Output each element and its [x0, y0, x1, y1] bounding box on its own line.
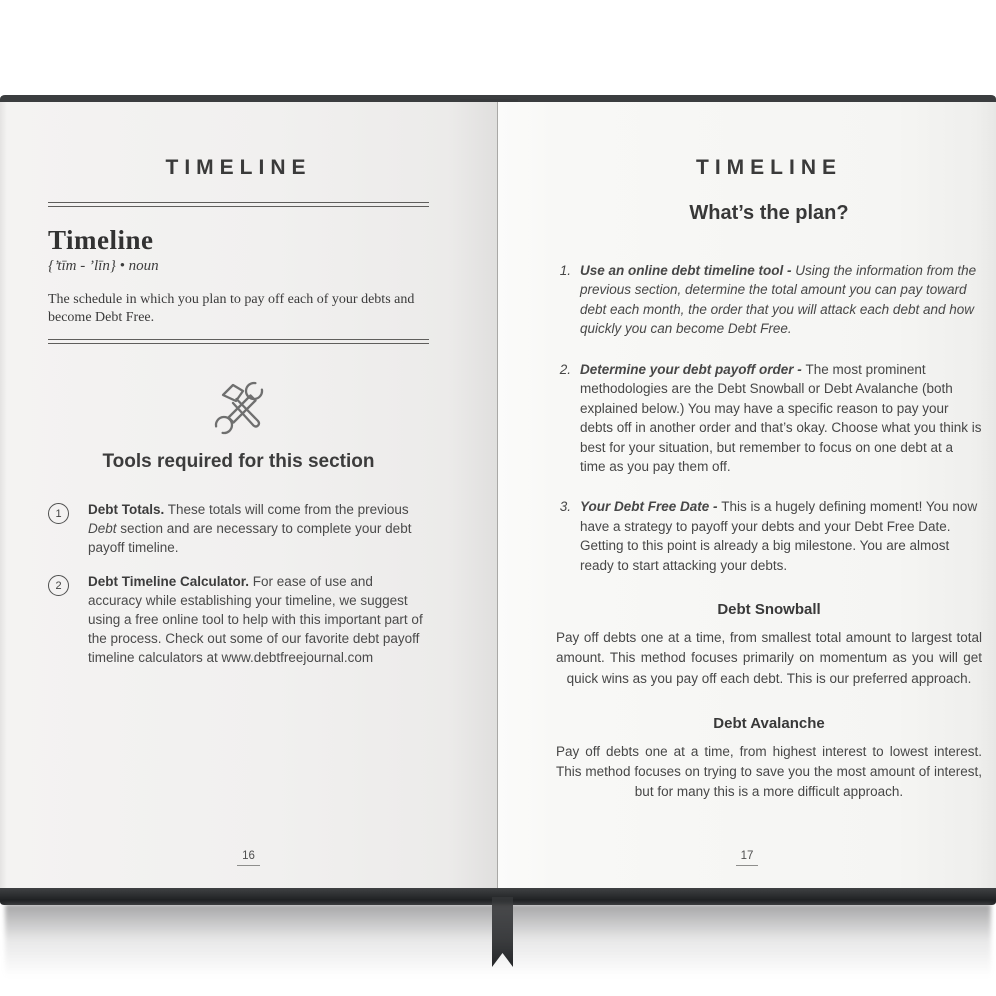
page-number-left-wrap — [0, 846, 497, 866]
circled-number-1 — [48, 503, 69, 524]
chapter-header-left: TIMELINE — [165, 156, 312, 179]
plan-item-1 — [556, 261, 982, 339]
plan-body: This is a hugely defining moment! You now have a strategy to payoff your debts and your Debt Free Date. Getting to this point is already a big milestone. You are almost ready to start attacking your debts. — [580, 499, 978, 573]
plan-lead: Your Debt Free Date - — [580, 499, 722, 515]
pronunciation: {’tīm - ’līn} • noun — [48, 258, 159, 274]
plan-number-2: 2. — [559, 361, 571, 377]
plan-lead: Use an online debt timeline tool - — [580, 263, 796, 278]
circled-number-2 — [48, 575, 69, 596]
debt-avalanche-heading: Debt Avalanche — [713, 714, 825, 732]
tool-body: These totals will come from the previous — [164, 502, 409, 518]
plan-number-1: 1. — [559, 263, 571, 278]
tool-body-2: section and are necessary to complete your debt payoff timeline. — [88, 521, 412, 556]
tool-body: For ease of use and accuracy while establishing your timeline, we suggest using a free online tool to help with this important part of the process. Check out some of our favorite debt payoff timeline calculators at www.debtfreejournal.com — [88, 574, 423, 665]
plan-lead: Determine your debt payoff order - — [580, 361, 806, 377]
plan-text-3 — [580, 497, 982, 575]
right-page — [498, 102, 996, 890]
plan-item-3 — [556, 497, 982, 575]
hammer-and-wrench-icon — [48, 380, 429, 441]
page-number-right-wrap — [498, 846, 996, 866]
definition-term: Timeline — [48, 225, 154, 255]
book-pages — [0, 102, 996, 890]
page-number-right: 17 — [736, 850, 759, 866]
book-shadow — [5, 904, 991, 990]
tool-number: 2 — [55, 579, 62, 592]
chapter-header-right: TIMELINE — [696, 156, 842, 179]
tools-section-heading: Tools required for this section — [102, 451, 375, 473]
debt-avalanche-text: Pay off debts one at a time, from highest interest to lowest interest. This method focuses on trying to save you the most amount of interest, but for many this is a more difficult approach. — [556, 743, 982, 800]
book-spine-gutter — [497, 102, 498, 890]
definition-text: The schedule in which you plan to pay off each of your debts and become Debt Free. — [48, 292, 415, 326]
tool-lead: Debt Timeline Calculator. — [88, 574, 250, 590]
double-rule-top — [48, 202, 429, 207]
plan-body: The most prominent methodologies are the Debt Snowball or Debt Avalanche (both explained below.) You may have a specific reason to pay your debts off in another order and that’s okay. Choose what you think is best for your situation, but remember to focus on one debt at a time as you pay them off. — [580, 361, 982, 474]
plan-text-2 — [580, 360, 982, 477]
debt-snowball-text: Pay off debts one at a time, from smallest total amount to largest total amount. This method focuses primarily on momentum as you will get quick wins as you pay off each debt. This is our preferred approach. — [556, 630, 982, 686]
plan-item-2 — [556, 360, 982, 477]
double-rule-bottom — [48, 339, 429, 344]
tool-number: 1 — [55, 507, 62, 520]
tool-text-2 — [88, 573, 429, 667]
tool-text-1 — [88, 501, 429, 558]
left-page — [0, 102, 497, 890]
debt-snowball-heading: Debt Snowball — [717, 601, 821, 619]
tool-lead: Debt Totals. — [88, 502, 165, 518]
plan-number-3: 3. — [559, 499, 571, 515]
plan-body: Using the information from the previous section, determine the total amount you can pay toward debt each month, the order that you will attack each debt and how quickly you can become Debt Free. — [580, 263, 977, 337]
tool-item-2 — [48, 573, 429, 667]
tool-body-italic: Debt — [88, 521, 117, 537]
page-number-left: 16 — [237, 850, 260, 866]
tool-item-1 — [48, 501, 429, 558]
plan-text-1 — [580, 261, 982, 339]
plan-heading: What’s the plan? — [689, 202, 849, 224]
